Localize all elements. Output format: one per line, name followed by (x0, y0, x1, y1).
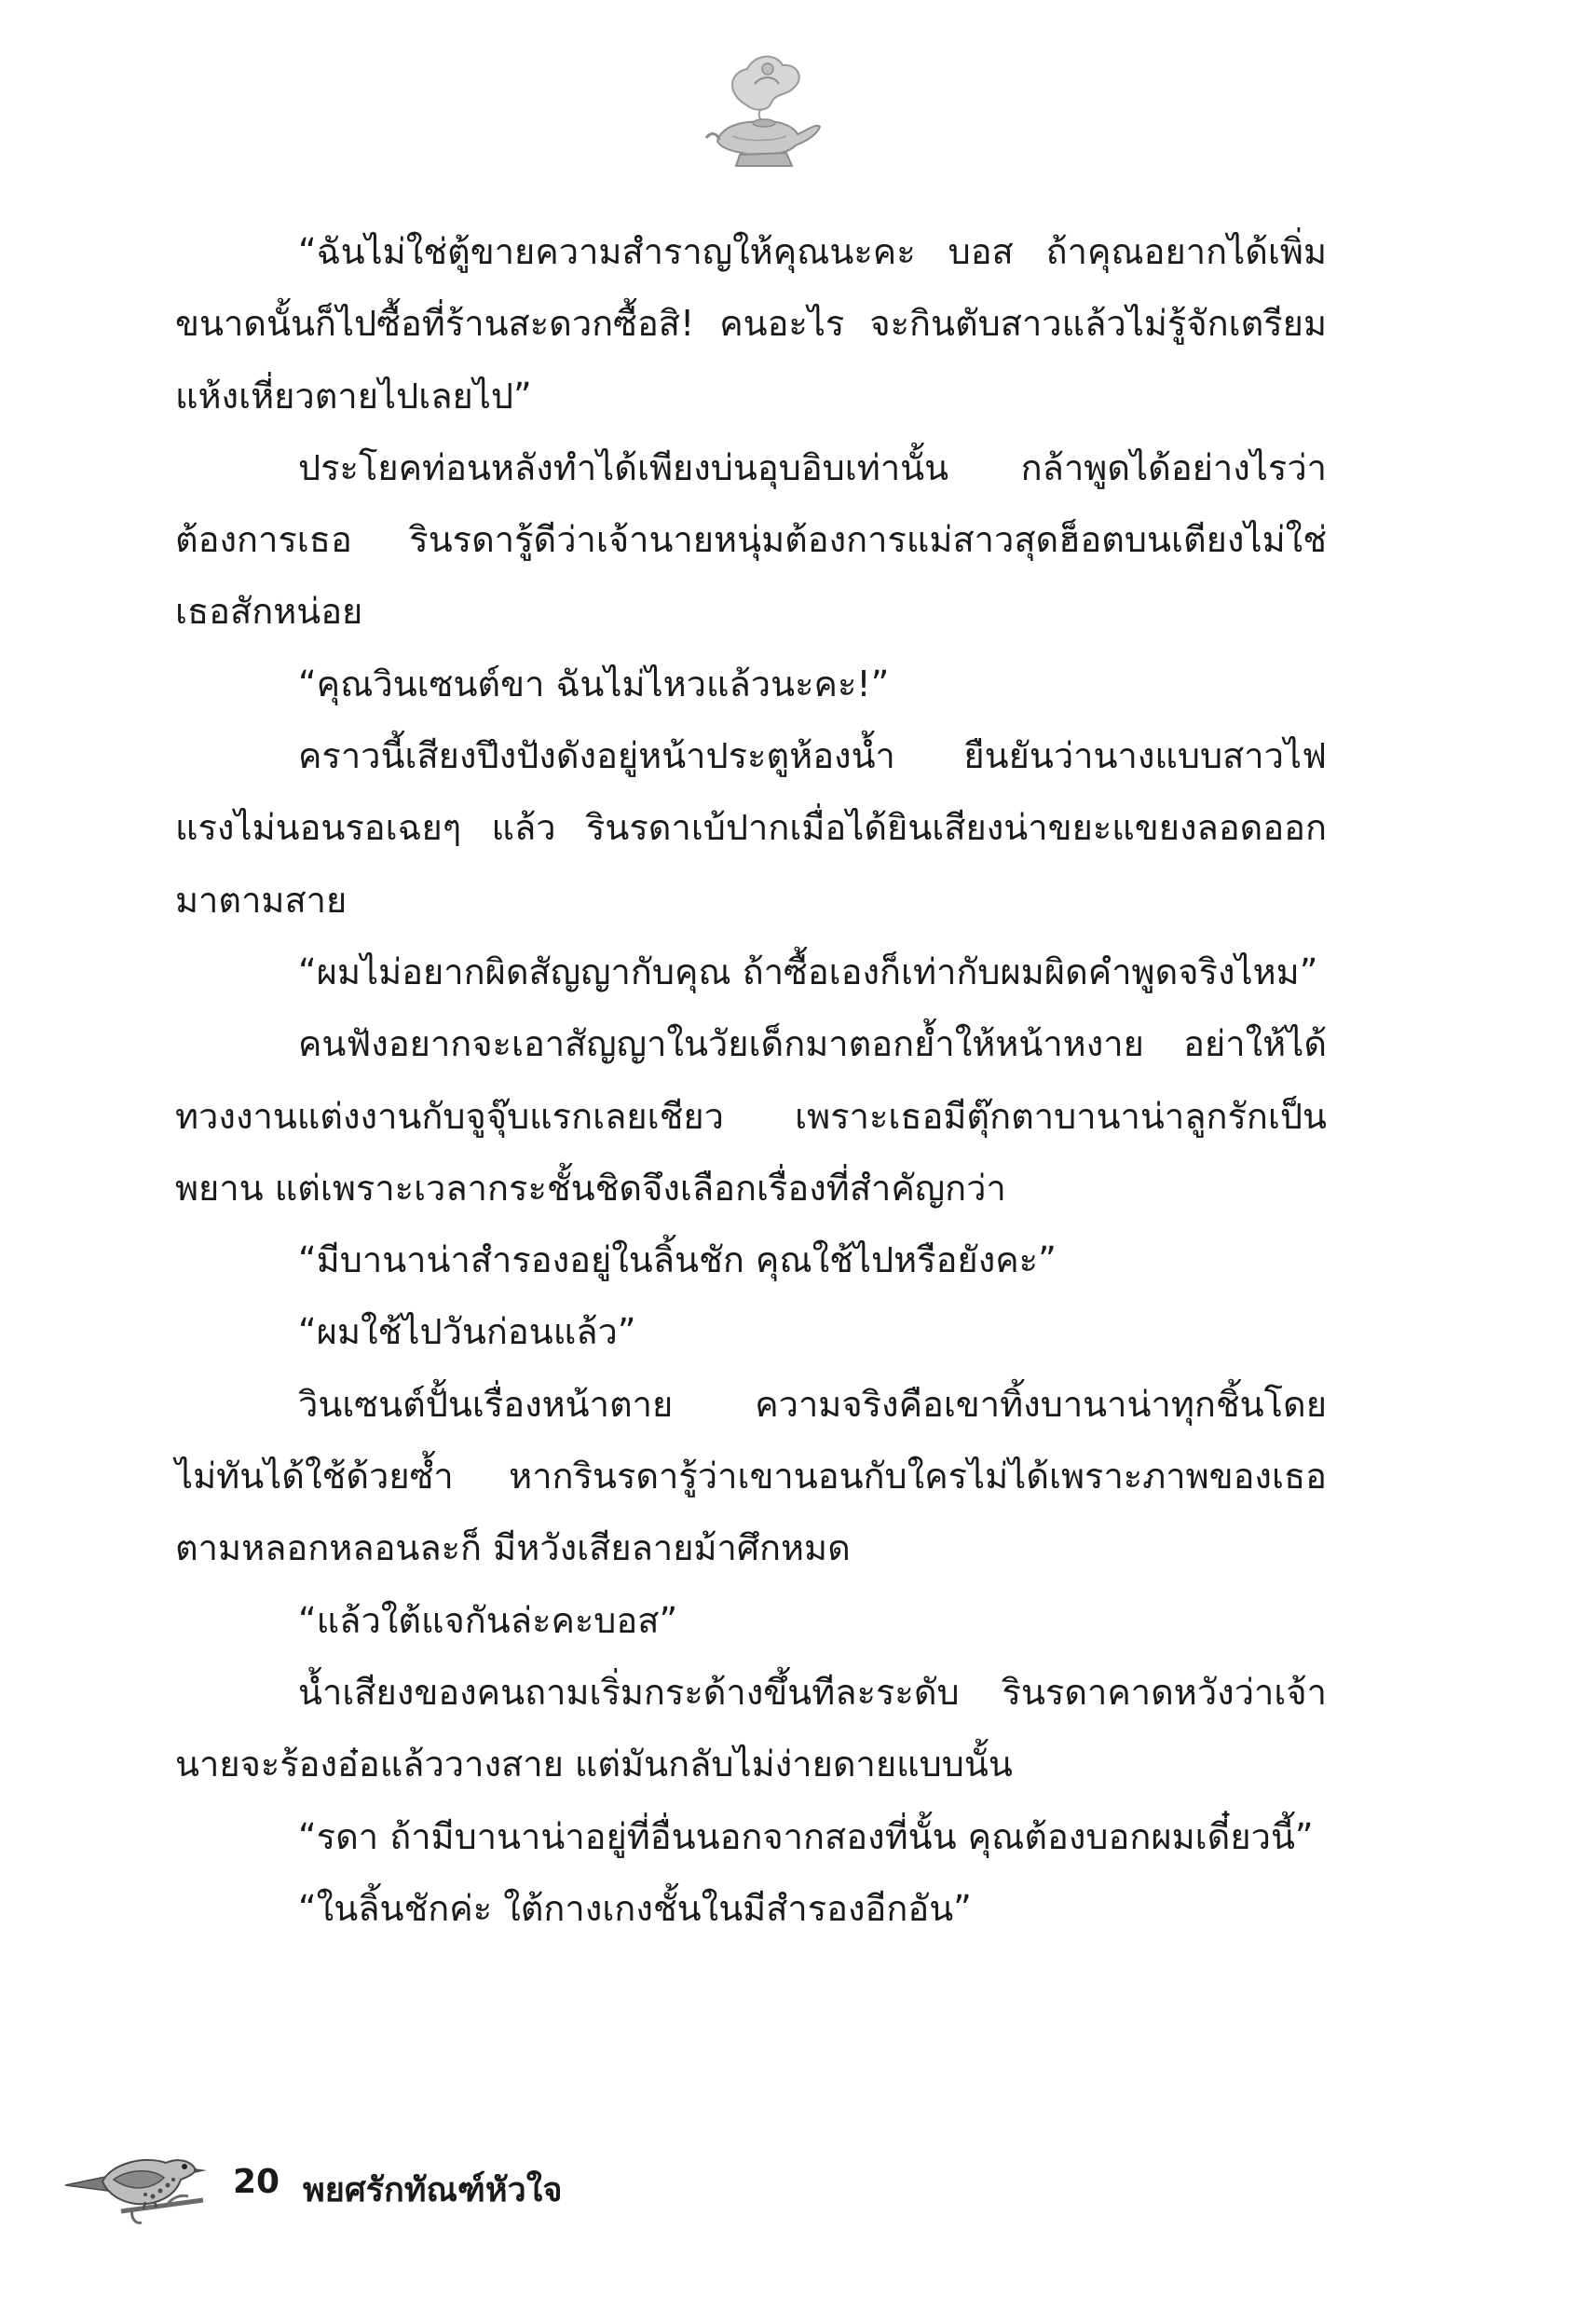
page-number: 20 (233, 2163, 280, 2201)
chapter-body-text (175, 216, 1327, 1945)
book-title: พยศรักทัณฑ์หัวใจ (303, 2171, 563, 2209)
paragraph: “แล้วใต้แจกันล่ะคะบอส” (298, 1599, 678, 1641)
genie-lamp-ornament-icon (689, 37, 829, 177)
paragraph: “คุณวินเซนต์ขา ฉันไม่ไหวแล้วนะคะ!” (298, 663, 890, 704)
paragraph: “มีบานาน่าสำรองอยู่ในลิ้นชัก คุณใช้ไปหรือยังคะ” (298, 1239, 1057, 1281)
paragraph: คนฟังอยากจะเอาสัญญาในวัยเด็กมาตอกย้ำให้หน้าหงาย อย่าให้ได้ทวงงานแต่งงานกับจูจุ๊บแรกเลยเชียว เพราะเธอมีตุ๊กตาบานาน่าลูกรักเป็นพยาน แต่เพราะเวลากระชั้นชิดจึงเลือกเรื่องที่สำคัญกว่า (175, 1023, 1327, 1209)
paragraph: น้ำเสียงของคนถามเริ่มกระด้างขึ้นทีละระดับ รินรดาคาดหวังว่าเจ้านายจะร้องอ๋อแล้ววางสาย แต่มันกลับไม่ง่ายดายแบบนั้น (175, 1671, 1327, 1785)
paragraph: “ในลิ้นชักค่ะ ใต้กางเกงชั้นในมีสำรองอีกอัน” (298, 1887, 972, 1929)
paragraph: “ผมใช้ไปวันก่อนแล้ว” (298, 1311, 636, 1353)
paragraph: คราวนี้เสียงปึงปังดังอยู่หน้าประตูห้องน้ำ ยืนยันว่านางแบบสาวไฟแรงไม่นอนรอเฉยๆ แล้ว รินรดาเบ้ปากเมื่อได้ยินเสียงน่าขยะแขยงลอดออกมาตามสาย (175, 735, 1327, 921)
bird-on-branch-icon (56, 2111, 214, 2232)
paragraph: “ผมไม่อยากผิดสัญญากับคุณ ถ้าซื้อเองก็เท่ากับผมผิดคำพูดจริงไหม” (298, 950, 1318, 992)
paragraph: วินเซนต์ปั้นเรื่องหน้าตาย ความจริงคือเขาทิ้งบานาน่าทุกชิ้นโดยไม่ทันได้ใช้ด้วยซ้ำ หากรินรดารู้ว่าเขานอนกับใครไม่ได้เพราะภาพของเธอตามหลอกหลอนละก็ มีหวังเสียลายม้าศึกหมด (175, 1383, 1327, 1569)
paragraph: “ฉันไม่ใช่ตู้ขายความสำราญให้คุณนะคะ บอส ถ้าคุณอยากได้เพิ่มขนาดนั้นก็ไปซื้อที่ร้านสะดวกซื้อสิ! คนอะไร จะกินตับสาวแล้วไม่รู้จักเตรียม แห้งเหี่ยวตายไปเลยไป” (175, 231, 1327, 417)
paragraph: “รดา ถ้ามีบานาน่าอยู่ที่อื่นนอกจากสองที่นั้น คุณต้องบอกผมเดี๋ยวนี้” (298, 1815, 1314, 1857)
page-footer (56, 2111, 801, 2250)
paragraph: ประโยคท่อนหลังทำได้เพียงบ่นอุบอิบเท่านั้น กล้าพูดได้อย่างไรว่าต้องการเธอ รินรดารู้ดีว่าเจ้านายหนุ่มต้องการแม่สาวสุดฮ็อตบนเตียงไม่ใช่เธอสักหน่อย (175, 446, 1327, 633)
